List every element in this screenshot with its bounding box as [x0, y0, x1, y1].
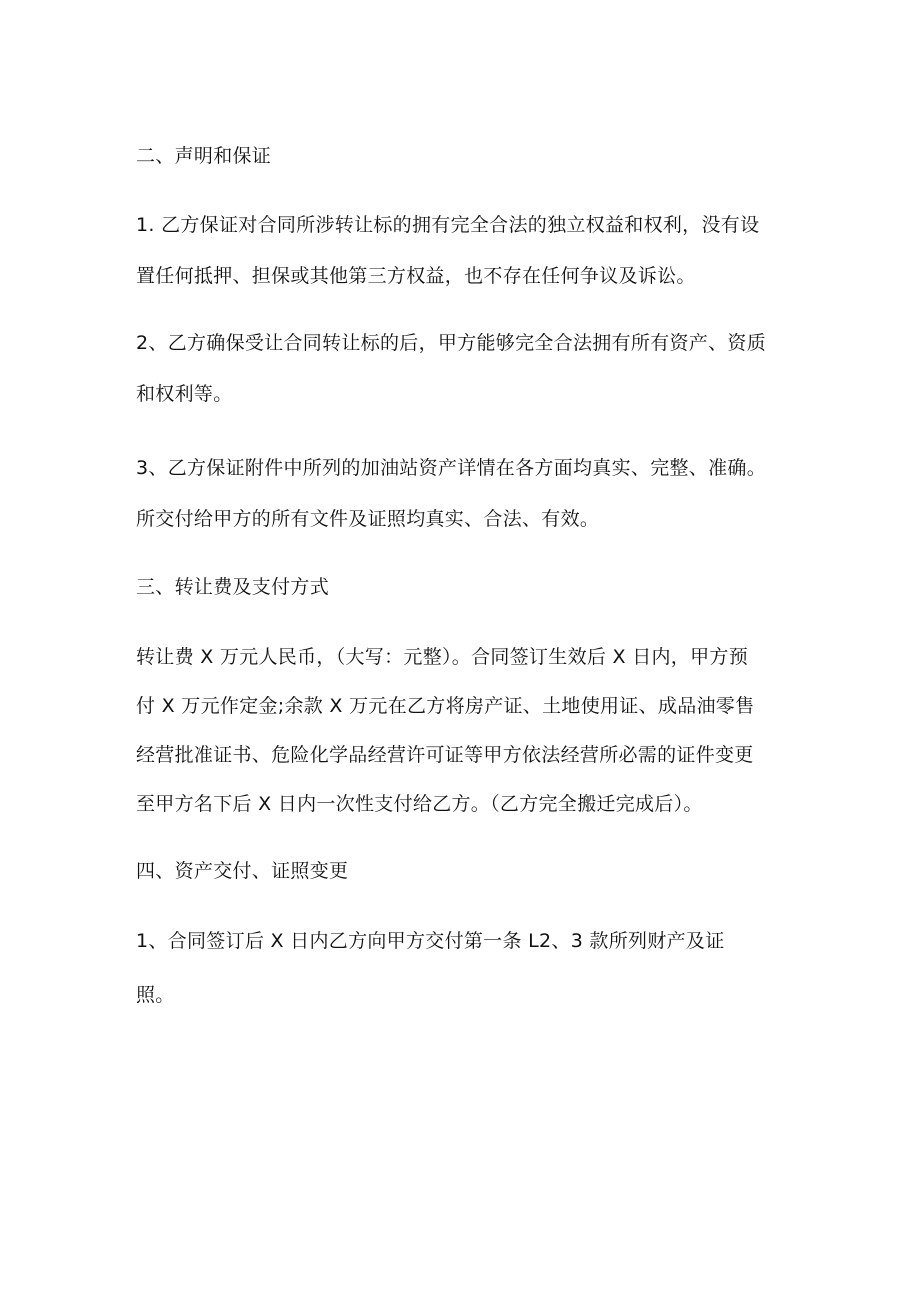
fee-paragraph-line-3: 经营批准证书、危险化学品经营许可证等甲方依法经营所必需的证件变更 [136, 744, 754, 766]
clause-2-line-1: 2、乙方确保受让合同转让标的后，甲方能够完全合法拥有所有资产、资质 [136, 332, 766, 354]
section-heading-asset-delivery: 四、资产交付、证照变更 [136, 860, 349, 882]
fee-paragraph-line-2: 付 X 万元作定金;余款 X 万元在乙方将房产证、土地使用证、成品油零售 [136, 695, 755, 717]
clause-1-line-1: 1. 乙方保证对合同所涉转让标的拥有完全合法的独立权益和权利，没有设 [136, 214, 760, 236]
clause-1-line-2: 置任何抵押、担保或其他第三方权益，也不存在任何争议及诉讼。 [136, 265, 696, 287]
clause-3-line-1: 3、乙方保证附件中所列的加油站资产详情在各方面均真实、完整、准确。 [136, 457, 766, 479]
fee-paragraph-line-4: 至甲方名下后 X 日内一次性支付给乙方。（乙方完全搬迁完成后）。 [136, 793, 703, 815]
section-heading-declarations: 二、声明和保证 [136, 145, 272, 167]
section-heading-transfer-fee: 三、转让费及支付方式 [136, 576, 330, 598]
fee-paragraph-line-1: 转让费 X 万元人民币，（大写：元整）。合同签订生效后 X 日内，甲方预 [136, 646, 748, 668]
delivery-clause-1-line-2: 照。 [136, 984, 175, 1006]
clause-3-line-2: 所交付给甲方的所有文件及证照均真实、合法、有效。 [136, 508, 600, 530]
delivery-clause-1-line-1: 1、合同签订后 X 日内乙方向甲方交付第一条 L2、3 款所列财产及证 [136, 930, 725, 952]
clause-2-line-2: 和权利等。 [136, 383, 233, 405]
